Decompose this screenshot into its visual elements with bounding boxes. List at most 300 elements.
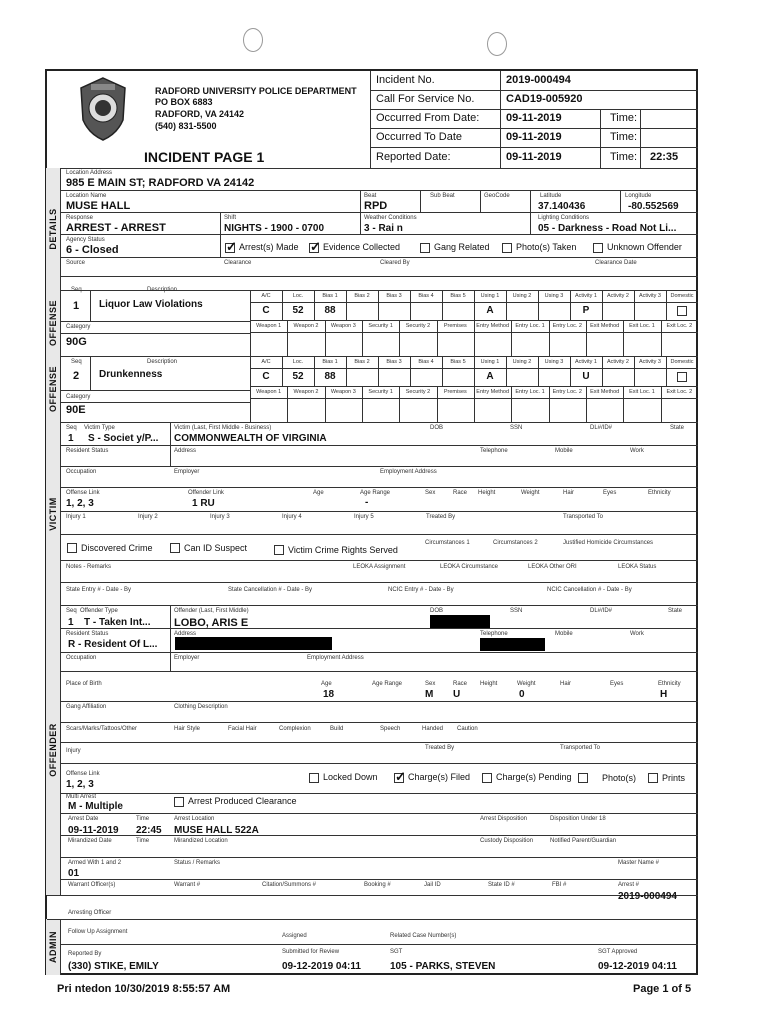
- offense-col-label: Domestic: [670, 293, 694, 299]
- offense-activity1: P: [582, 305, 590, 316]
- weather-label: Weather Conditions: [364, 215, 417, 221]
- shift: NIGHTS - 1900 - 0700: [224, 223, 325, 234]
- domestic-checkbox[interactable]: [677, 306, 687, 316]
- prints-label: Prints: [662, 773, 686, 783]
- incident-no-label: Incident No.: [376, 74, 435, 86]
- ofd-booking-label: Booking #: [364, 882, 391, 888]
- subbeat-label: Sub Beat: [430, 193, 455, 199]
- dept-name: RADFORD UNIVERSITY POLICE DEPARTMENT: [155, 86, 357, 96]
- occ-to-label: Occurred To Date: [376, 131, 463, 143]
- offender-side-label: OFFENDER: [46, 605, 61, 895]
- vic-agerange-label: Age Range: [360, 490, 391, 496]
- arrest-made-label: Arrest(s) Made: [239, 242, 299, 252]
- ofd-arrest-date: 09-11-2019: [68, 825, 119, 836]
- occ-from: 09-11-2019: [506, 112, 562, 124]
- ofd-hairstyle-label: Hair Style: [174, 726, 201, 732]
- offense-col-label: Entry Loc. 2: [552, 323, 582, 329]
- dept-address2: RADFORD, VA 24142: [155, 109, 245, 119]
- offense-col-label: Entry Loc. 1: [515, 323, 545, 329]
- ofd-arrest-loc: MUSE HALL 522A: [174, 825, 259, 836]
- vic-type: S - Societ y/P...: [88, 433, 159, 444]
- ofd-handed-label: Handed: [422, 726, 444, 732]
- ofd-stateid-label: State ID #: [488, 882, 515, 888]
- offense-col-label: Activity 1: [574, 359, 597, 365]
- ofd-address-label: Address: [174, 631, 197, 637]
- offense-col-label: Exit Loc. 1: [629, 389, 655, 395]
- dept-address1: PO BOX 6883: [155, 97, 213, 107]
- ofd-arrest-no: 2019-000494: [618, 891, 677, 902]
- loc-name-label: Location Name: [66, 193, 107, 199]
- ofd-race: U: [453, 689, 461, 700]
- ofd-facial-label: Facial Hair: [228, 726, 257, 732]
- vic-name: COMMONWEALTH OF VIRGINIA: [174, 433, 327, 444]
- police-badge-icon: [77, 76, 129, 142]
- vic-hair-label: Hair: [563, 490, 575, 496]
- off2-cat-label: Category: [66, 394, 91, 400]
- ofd-race-label: Race: [453, 681, 468, 687]
- vic-inj2-label: Injury 2: [138, 514, 158, 520]
- offense-col-label: A/C: [261, 359, 271, 365]
- ofd-injury-label: Injury: [66, 748, 81, 754]
- offense-col-label: Exit Loc. 1: [629, 323, 655, 329]
- arrest-clearance-label: Arrest Produced Clearance: [188, 796, 297, 806]
- vic-offlink: 1, 2, 3: [66, 498, 94, 509]
- vic-agerange: -: [365, 497, 369, 508]
- vic-address-label: Address: [174, 448, 197, 454]
- ofd-jail-label: Jail ID: [424, 882, 441, 888]
- unknown-label: Unknown Offender: [607, 242, 682, 252]
- ofd-arresting-label: Arresting Officer: [68, 910, 112, 916]
- ofd-multi: M - Multiple: [68, 801, 123, 812]
- vic-tel-label: Telephone: [480, 448, 508, 454]
- cleared-label: Cleared By: [380, 260, 410, 266]
- ofd-empaddr-label: Employment Address: [307, 655, 364, 661]
- ofd-caution-label: Caution: [457, 726, 478, 732]
- charges-pending-label: Charge(s) Pending: [496, 772, 572, 782]
- gang-label: Gang Related: [434, 242, 490, 252]
- lon: -80.552569: [628, 201, 679, 212]
- ofd-arrest-disp-label: Arrest Disposition: [480, 816, 528, 822]
- source-label: Source: [66, 260, 86, 266]
- offense-col-label: Bias 1: [322, 293, 338, 299]
- offense-col-label: Activity 1: [574, 293, 597, 299]
- ofd-occ-label: Occupation: [66, 655, 97, 661]
- ofd-age-label: Age: [321, 681, 332, 687]
- vic-circ1-label: Circumstances 1: [425, 540, 470, 546]
- vic-transported-label: Transported To: [563, 514, 604, 520]
- prints-checkbox[interactable]: [648, 773, 658, 783]
- ofd-hair-label: Hair: [560, 681, 572, 687]
- offense-col-label: Weapon 2: [293, 389, 319, 395]
- ofd-speech-label: Speech: [380, 726, 401, 732]
- time-label-2: Time:: [610, 131, 638, 143]
- ofd-mir-time-label: Time: [136, 838, 150, 844]
- reported-label: Reported Date:: [376, 151, 451, 163]
- unknown-checkbox[interactable]: [593, 243, 603, 253]
- adm-reported: (330) STIKE, EMILY: [68, 961, 159, 972]
- occ-from-label: Occurred From Date:: [376, 112, 480, 124]
- ofd-gang-label: Gang Affiliation: [66, 704, 107, 710]
- offense-col-label: Bias 2: [354, 359, 370, 365]
- ofd-mir-date-label: Mirandized Date: [68, 838, 112, 844]
- offense2-side-label: OFFENSE: [46, 356, 61, 422]
- vic-inj3-label: Injury 3: [210, 514, 230, 520]
- offense-col-label: Activity 2: [606, 293, 629, 299]
- offense-loc: 52: [292, 305, 304, 316]
- domestic-checkbox[interactable]: [677, 372, 687, 382]
- vic-ssn-label: SSN: [510, 425, 523, 431]
- off2-cat: 90E: [66, 404, 86, 416]
- canid-checkbox[interactable]: [170, 543, 180, 553]
- adm-sgt-approved: 09-12-2019 04:11: [598, 961, 677, 972]
- vic-type-label: Victim Type: [84, 425, 115, 431]
- ofd-name-label: Offender (Last, First Middle): [174, 608, 249, 614]
- off2-seq: 2: [73, 370, 80, 382]
- offense1-side-label: OFFENSE: [46, 290, 61, 356]
- vic-circ2-label: Circumstances 2: [493, 540, 538, 546]
- offense-col-label: Entry Loc. 1: [515, 389, 545, 395]
- vic-age-label: Age: [313, 490, 324, 496]
- offense-bias1: 88: [324, 305, 336, 316]
- rights-label: Victim Crime Rights Served: [288, 545, 398, 555]
- off2-seq-label: Seq: [71, 359, 82, 365]
- phone-redaction: [480, 638, 545, 651]
- dob-redaction: [430, 615, 490, 628]
- offense-col-label: Loc.: [292, 359, 304, 365]
- ofd-dob-label: DOB: [430, 608, 444, 614]
- ofd-eyes-label: Eyes: [610, 681, 624, 687]
- ofd-work-label: Work: [630, 631, 644, 637]
- offense-col-label: Activity 2: [606, 359, 629, 365]
- ofd-type-label: Offender Type: [80, 608, 118, 614]
- geocode-label: GeoCode: [484, 193, 510, 199]
- occ-to: 09-11-2019: [506, 131, 562, 143]
- offense-col-label: Bias 4: [418, 293, 434, 299]
- ofd-mir-loc-label: Mirandized Location: [174, 838, 228, 844]
- ofd-photos-label: Photo(s): [602, 773, 637, 783]
- offense-col-label: Bias 3: [386, 359, 402, 365]
- ofd-arrest-no-label: Arrest #: [618, 882, 640, 888]
- discovered-checkbox[interactable]: [67, 543, 77, 553]
- photos-checkbox[interactable]: [502, 243, 512, 253]
- ofd-notified-label: Notified Parent/Guardian: [550, 838, 617, 844]
- adm-sgt: 105 - PARKS, STEVEN: [390, 961, 496, 972]
- lat-label: Latitude: [540, 193, 562, 199]
- rights-checkbox[interactable]: [274, 545, 284, 555]
- offense-col-label: Security 1: [368, 323, 393, 329]
- offense-col-label: Activity 3: [638, 293, 661, 299]
- ofd-multi-label: Multi Arrest: [66, 794, 97, 800]
- ofd-name: LOBO, ARIS E: [174, 617, 249, 629]
- ofd-seq: 1: [68, 617, 74, 628]
- vic-notes-label: Notes - Remarks: [66, 564, 112, 570]
- vic-ncic-cancel-label: NCIC Cancellation # - Date - By: [547, 587, 632, 593]
- ofd-eth: H: [660, 689, 668, 700]
- offense-col-label: Bias 4: [418, 359, 434, 365]
- offense-col-label: Using 3: [544, 359, 564, 365]
- incident-form: [45, 69, 698, 975]
- vic-offlink-label: Offense Link: [66, 490, 100, 496]
- ofd-disp-under-label: Disposition Under 18: [550, 816, 606, 822]
- offense-col-label: Activity 3: [638, 359, 661, 365]
- address-redaction: [175, 637, 332, 650]
- vic-race-label: Race: [453, 490, 468, 496]
- ofd-treated-label: Treated By: [425, 745, 455, 751]
- beat: RPD: [364, 200, 388, 212]
- offense-col-label: Exit Loc. 2: [666, 389, 693, 395]
- off2-desc-label: Description: [147, 359, 178, 365]
- ofd-mobile-label: Mobile: [555, 631, 573, 637]
- off1-desc: Liquor Law Violations: [99, 299, 203, 310]
- ofd-clothing-label: Clothing Description: [174, 704, 228, 710]
- ofd-arrest-time: 22:45: [136, 825, 162, 836]
- vic-state-cancel-label: State Cancellation # - Date - By: [228, 587, 313, 593]
- ofd-fbi-label: FBI #: [552, 882, 567, 888]
- adm-sgt-label: SGT: [390, 949, 403, 955]
- discovered-label: Discovered Crime: [81, 543, 153, 553]
- offense-col-label: Using 1: [480, 359, 500, 365]
- vic-leoka-circ-label: LEOKA Circumstance: [440, 564, 499, 570]
- ofd-age: 18: [323, 689, 335, 700]
- ofd-transported-label: Transported To: [560, 745, 601, 751]
- ofd-armed-label: Armed With 1 and 2: [68, 860, 122, 866]
- incident-no: 2019-000494: [506, 74, 571, 86]
- punch-hole-left: [243, 28, 263, 52]
- off2-desc: Drunkenness: [99, 369, 163, 380]
- vic-state-entry-label: State Entry # - Date - By: [66, 587, 132, 593]
- ofd-state-label: State: [668, 608, 683, 614]
- ofd-height-label: Height: [480, 681, 498, 687]
- vic-occ-label: Occupation: [66, 469, 97, 475]
- charges-pending-checkbox[interactable]: [482, 773, 492, 783]
- ofd-offlink-label: Offense Link: [66, 771, 100, 777]
- ofd-agerange-label: Age Range: [372, 681, 403, 687]
- ofd-offlink: 1, 2, 3: [66, 779, 94, 790]
- ofd-citation-label: Citation/Summons #: [262, 882, 317, 888]
- evidence-checkbox[interactable]: [309, 243, 319, 253]
- lon-label: Longitude: [625, 193, 652, 199]
- ofd-sex: M: [425, 689, 434, 700]
- call-no: CAD19-005920: [506, 93, 583, 105]
- offense-col-label: Entry Loc. 2: [552, 389, 582, 395]
- vic-inj4-label: Injury 4: [282, 514, 302, 520]
- vic-treated-label: Treated By: [426, 514, 456, 520]
- offense-bias1: 88: [324, 371, 336, 382]
- offense-loc: 52: [292, 371, 304, 382]
- offense-col-label: Domestic: [670, 359, 694, 365]
- vic-seq-label: Seq: [66, 425, 77, 431]
- vic-work-label: Work: [630, 448, 644, 454]
- time-label-1: Time:: [610, 112, 638, 124]
- ofd-master-label: Master Name #: [618, 860, 660, 866]
- photos-label: Photo(s) Taken: [516, 242, 577, 252]
- response: ARREST - ARREST: [66, 222, 166, 234]
- agency: 6 - Closed: [66, 244, 119, 256]
- agency-label: Agency Status: [66, 237, 105, 243]
- vic-height-label: Height: [478, 490, 496, 496]
- clearance-label: Clearance: [224, 260, 252, 266]
- ofd-tel-label: Telephone: [480, 631, 508, 637]
- off1-seq-label: Seq: [71, 287, 82, 293]
- ofd-eth-label: Ethnicity: [658, 681, 681, 687]
- ofd-ssn-label: SSN: [510, 608, 523, 614]
- ofd-build-label: Build: [330, 726, 344, 732]
- clear-date-label: Clearance Date: [595, 260, 637, 266]
- offense-col-label: Security 2: [405, 389, 431, 395]
- offense-ac: C: [262, 305, 270, 316]
- adm-followup-label: Follow Up Assignment: [68, 929, 128, 935]
- ofd-weight-label: Weight: [517, 681, 536, 687]
- lat: 37.140436: [538, 201, 586, 212]
- offense-col-label: Bias 1: [322, 359, 338, 365]
- ofd-arrest-loc-label: Arrest Location: [174, 816, 215, 822]
- locked-down-label: Locked Down: [323, 772, 378, 782]
- vic-dl-label: DL#/ID#: [590, 425, 613, 431]
- vic-mobile-label: Mobile: [555, 448, 573, 454]
- ofd-scars-label: Scars/Marks/Tattoos/Other: [66, 726, 138, 732]
- adm-sgt-approved-label: SGT Approved: [598, 949, 638, 955]
- offense-col-label: Bias 3: [386, 293, 402, 299]
- vic-ncic-entry-label: NCIC Entry # - Date - By: [388, 587, 454, 593]
- vic-justified-label: Justified Homicide Circumstances: [563, 540, 654, 546]
- weather: 3 - Rai n: [364, 223, 403, 234]
- loc-addr: 985 E MAIN ST; RADFORD VA 24142: [66, 177, 255, 189]
- arrest-made-checkbox[interactable]: [225, 243, 235, 253]
- offense-col-label: Security 2: [405, 323, 431, 329]
- reported-time: 22:35: [650, 151, 679, 163]
- vic-seq: 1: [68, 433, 74, 444]
- adm-submitted: 09-12-2019 04:11: [282, 961, 361, 972]
- vic-leoka-ori-label: LEOKA Other ORI: [528, 564, 577, 570]
- ofd-resident: R - Resident Of L...: [68, 639, 158, 650]
- ofd-status-label: Status / Remarks: [174, 860, 221, 866]
- offense-col-label: Security 1: [368, 389, 393, 395]
- beat-label: Beat: [364, 193, 377, 199]
- offense-col-label: Exit Method: [590, 389, 620, 395]
- response-label: Response: [66, 215, 94, 221]
- call-label: Call For Service No.: [376, 93, 475, 105]
- locked-down-checkbox[interactable]: [309, 773, 319, 783]
- shift-label: Shift: [224, 215, 237, 221]
- ofd-custody-label: Custody Disposition: [480, 838, 534, 844]
- offense-col-label: Using 3: [544, 293, 564, 299]
- gang-checkbox[interactable]: [420, 243, 430, 253]
- ofd-resident-label: Resident Status: [66, 631, 109, 637]
- offense-col-label: Weapon 1: [256, 323, 282, 329]
- charges-filed-label: Charge(s) Filed: [408, 772, 471, 782]
- ofd-type: T - Taken Int...: [84, 617, 151, 628]
- offense-col-label: Weapon 3: [330, 323, 356, 329]
- page-number: Page 1 of 5: [633, 983, 692, 995]
- offense-col-label: Loc.: [292, 293, 304, 299]
- offense-using1: A: [486, 371, 494, 382]
- vic-resident-label: Resident Status: [66, 448, 109, 454]
- vic-dob-label: DOB: [430, 425, 444, 431]
- off1-cat: 90G: [66, 336, 87, 348]
- offense-col-label: Exit Method: [590, 323, 620, 329]
- printed-on: Pri ntedon 10/30/2019 8:55:57 AM: [57, 983, 231, 995]
- offense-col-label: Bias 5: [450, 359, 466, 365]
- offense-ac: C: [262, 371, 270, 382]
- vic-leoka-status-label: LEOKA Status: [618, 564, 657, 570]
- offense-col-label: Using 1: [480, 293, 500, 299]
- offense-col-label: Weapon 2: [293, 323, 319, 329]
- ofd-emp-label: Employer: [174, 655, 200, 661]
- off1-cat-label: Category: [66, 324, 91, 330]
- offense-col-label: Exit Loc. 2: [666, 323, 693, 329]
- dept-phone: (540) 831-5500: [155, 121, 217, 131]
- vic-leoka-assign-label: LEOKA Assignment: [353, 564, 406, 570]
- offense-col-label: A/C: [261, 293, 271, 299]
- punch-hole-right: [487, 32, 507, 56]
- vic-offender-link: 1 RU: [192, 498, 215, 509]
- ofd-photos-checkbox[interactable]: [578, 773, 588, 783]
- off1-seq: 1: [73, 300, 80, 312]
- vic-offender-link-label: Offender Link: [188, 490, 224, 496]
- arrest-clearance-checkbox[interactable]: [174, 797, 184, 807]
- ofd-pob-label: Place of Birth: [66, 681, 102, 687]
- time-label-3: Time:: [610, 151, 638, 163]
- victim-side-label: VICTIM: [46, 422, 61, 605]
- page-title: INCIDENT PAGE 1: [144, 149, 265, 165]
- vic-state-label: State: [670, 425, 685, 431]
- offense-col-label: Using 2: [512, 293, 532, 299]
- offense-activity1: U: [582, 371, 590, 382]
- loc-addr-label: Location Address: [66, 170, 113, 176]
- ofd-armed: 01: [68, 868, 80, 879]
- vic-sex-label: Sex: [425, 490, 436, 496]
- reported-date: 09-11-2019: [506, 151, 562, 163]
- offense-using1: A: [486, 305, 494, 316]
- vic-weight-label: Weight: [521, 490, 540, 496]
- ofd-warrant-label: Warrant Officer(s): [68, 882, 116, 888]
- lighting: 05 - Darkness - Road Not Li...: [538, 223, 677, 234]
- ofd-arrest-date-label: Arrest Date: [68, 816, 99, 822]
- canid-label: Can ID Suspect: [184, 543, 248, 553]
- vic-eyes-label: Eyes: [603, 490, 617, 496]
- adm-assigned-label: Assigned: [282, 933, 307, 939]
- offense-col-label: Bias 2: [354, 293, 370, 299]
- ofd-time-label: Time: [136, 816, 150, 822]
- admin-side-label: ADMIN: [46, 919, 61, 975]
- vic-name-label: Victim (Last, First Middle - Business): [174, 425, 272, 431]
- off1-desc-label: Description: [147, 287, 178, 293]
- vic-inj5-label: Injury 5: [354, 514, 374, 520]
- details-side-label: DETAILS: [46, 168, 61, 290]
- evidence-label: Evidence Collected: [323, 242, 401, 252]
- offense-col-label: Entry Method: [476, 389, 510, 395]
- ofd-sex-label: Sex: [425, 681, 436, 687]
- adm-reported-label: Reported By: [68, 951, 102, 957]
- lighting-label: Lighting Conditions: [538, 215, 590, 221]
- ofd-dl-label: DL#/ID#: [590, 608, 613, 614]
- adm-submitted-label: Submitted for Review: [282, 949, 340, 955]
- ofd-complexion-label: Complexion: [279, 726, 311, 732]
- charges-filed-checkbox[interactable]: [394, 773, 404, 783]
- vic-emp-label: Employer: [174, 469, 200, 475]
- vic-inj1-label: Injury 1: [66, 514, 86, 520]
- offense-col-label: Premises: [443, 323, 467, 329]
- offense-col-label: Premises: [443, 389, 467, 395]
- offense-col-label: Weapon 1: [256, 389, 282, 395]
- ofd-warrant-no-label: Warrant #: [174, 882, 201, 888]
- loc-name: MUSE HALL: [66, 200, 131, 212]
- vic-eth-label: Ethnicity: [648, 490, 671, 496]
- vic-empaddr-label: Employment Address: [380, 469, 437, 475]
- ofd-weight: 0: [519, 689, 525, 700]
- offense-col-label: Using 2: [512, 359, 532, 365]
- offense-col-label: Bias 5: [450, 293, 466, 299]
